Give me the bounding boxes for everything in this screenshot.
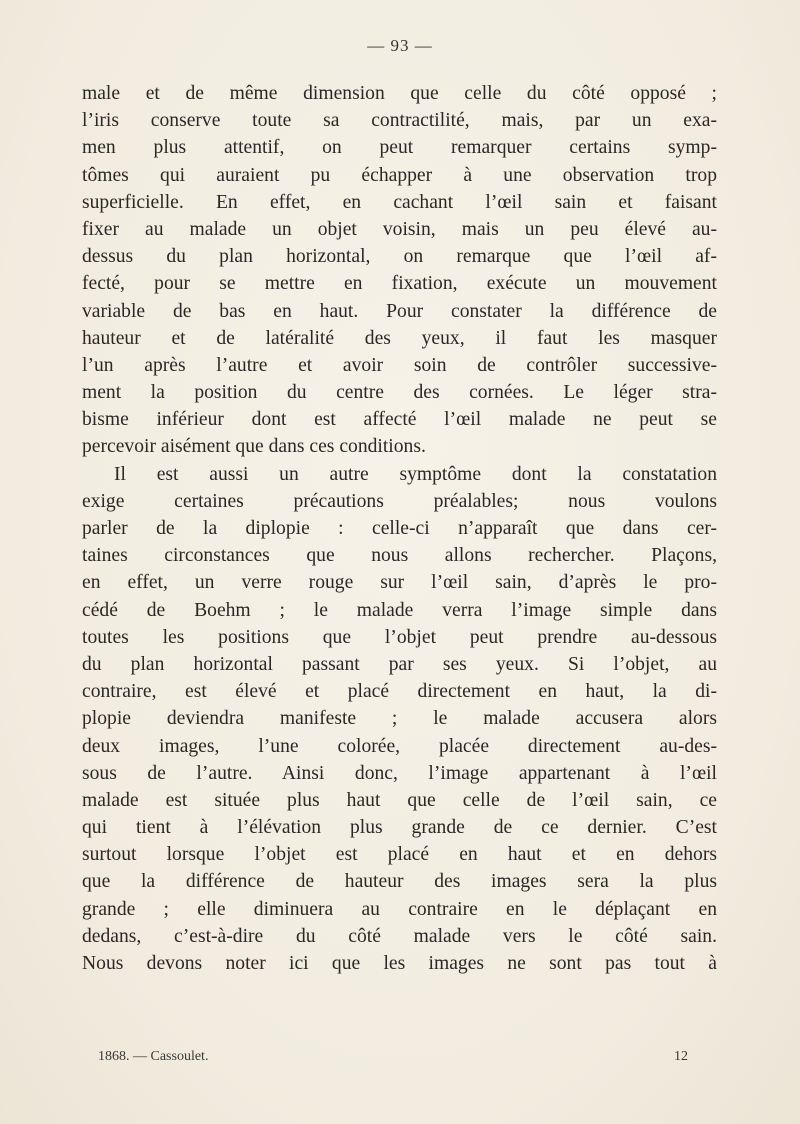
text-line: male et de même dimension que celle du côté opposé ; [82,83,717,104]
text-line: percevoir aisément que dans ces conditions. [82,436,426,458]
text-line: plopie deviendra manifeste ; le malade accusera alors [82,708,717,730]
text-line: variable de bas en haut. Pour constater la différence de [82,300,717,322]
text-line: l’un après l’autre et avoir soin de contrôler successive- [82,354,717,376]
text-line: deux images, l’une colorée, placée directement au-des- [82,735,717,757]
text-line: l’iris conserve toute sa contractilité, mais, par un exa- [82,110,717,132]
text-line: contraire, est élevé et placé directement en haut, la di- [82,681,717,703]
text-line: tômes qui auraient pu échapper à une observation trop [82,164,717,186]
text-line: men plus attentif, on peut remarquer certains symp- [82,137,717,159]
text-line: parler de la diplopie : celle-ci n’apparaît que dans cer- [82,518,717,539]
text-line: que la différence de hauteur des images sera la plus [82,871,717,893]
signature-number: 12 [674,1049,688,1064]
text-line: exige certaines précautions préalables; nous voulons [82,490,717,512]
text-line: toutes les positions que l’objet peut prendre au-dessous [82,626,717,648]
text-line: fixer au malade un objet voisin, mais un peu élevé au- [82,218,717,240]
text-line: superficielle. En effet, en cachant l’œil sain et faisant [82,191,717,213]
text-line: ment la position du centre des cornées. Le léger stra- [82,382,717,404]
text-line: sous de l’autre. Ainsi donc, l’image appartenant à l’œil [82,762,717,784]
text-line: dedans, c’est-à-dire du côté malade vers le côté sain. [82,925,717,947]
text-line: dessus du plan horizontal, on remarque que l’œil af- [82,246,717,268]
text-line: malade est située plus haut que celle de l’œil sain, ce [82,789,717,811]
text-line: surtout lorsque l’objet est placé en haut et en dehors [82,844,717,866]
text-line: hauteur et de latéralité des yeux, il faut les masquer [82,327,717,349]
text-line: taines circonstances que nous allons rechercher. Plaçons, [82,545,717,567]
text-line: grande ; elle diminuera au contraire en le déplaçant en [82,898,717,920]
text-line: bisme inférieur dont est affecté l’œil malade ne peut se [82,409,717,431]
printer-signature: 1868. — Cassoulet. [98,1049,209,1064]
text-line: cédé de Boehm ; le malade verra l’image simple dans [82,599,717,621]
text-line: qui tient à l’élévation plus grande de ce dernier. C’est [82,817,717,839]
text-line: du plan horizontal passant par ses yeux. Si l’objet, au [82,653,717,675]
body-text [82,80,717,977]
text-line: Nous devons noter ici que les images ne sont pas tout à [82,953,717,974]
text-line: Il est aussi un autre symptôme dont la constatation [114,463,717,485]
text-line: fecté, pour se mettre en fixation, exécute un mouvement [82,273,717,295]
page-number: — 93 — [367,36,433,55]
text-line: en effet, un verre rouge sur l’œil sain, d’après le pro- [82,572,717,594]
